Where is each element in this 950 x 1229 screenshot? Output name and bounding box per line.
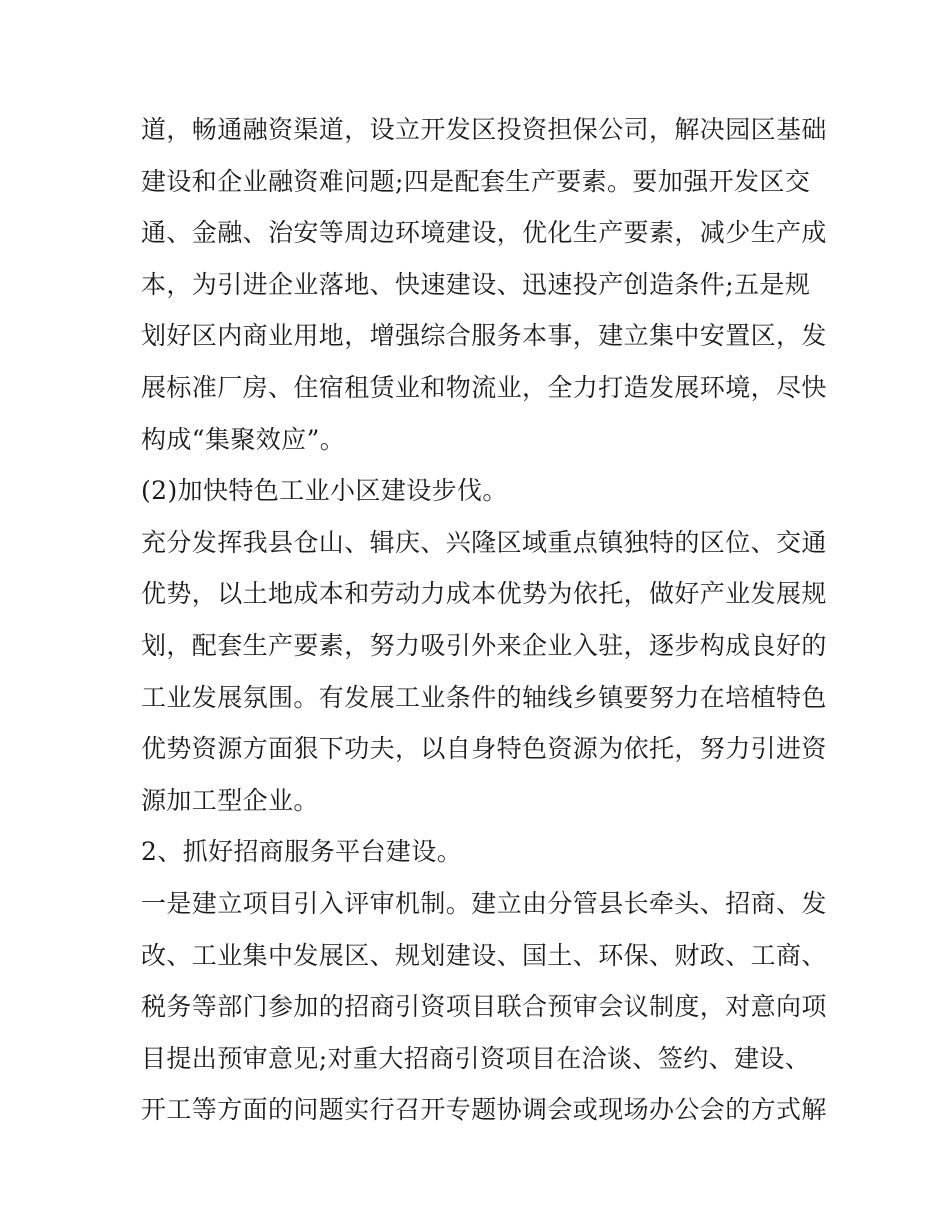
paragraph-line: 建设和企业融资难问题;四是配套生产要素。要加强开发区交	[141, 166, 811, 196]
paragraph-line: 充分发挥我县仓山、辑庆、兴隆区域重点镇独特的区位、交通	[141, 527, 827, 557]
paragraph-line: 开工等方面的问题实行召开专题协调会或现场办公会的方式解	[141, 1095, 827, 1125]
paragraph-line: 本，为引进企业落地、快速建设、迅速投产创造条件;五是规	[141, 269, 811, 299]
paragraph-line: 工业发展氛围。有发展工业条件的轴线乡镇要努力在培植特色	[141, 682, 827, 712]
paragraph-line: 一是建立项目引入评审机制。建立由分管县长牵头、招商、发	[141, 888, 827, 918]
paragraph-line: 划，配套生产要素，努力吸引外来企业入驻，逐步构成良好的	[141, 630, 827, 660]
paragraph-line: 改、工业集中发展区、规划建设、国土、环保、财政、工商、	[141, 940, 827, 970]
paragraph-line: 展标准厂房、住宿租赁业和物流业，全力打造发展环境，尽快	[141, 372, 827, 402]
paragraph-line: 目提出预审意见;对重大招商引资项目在洽谈、签约、建设、	[141, 1043, 811, 1073]
section-heading: 2、抓好招商服务平台建设。	[141, 837, 463, 867]
paragraph-line: 优势资源方面狠下功夫，以自身特色资源为依托，努力引进资	[141, 734, 827, 764]
paragraph-line: 道，畅通融资渠道，设立开发区投资担保公司，解决园区基础	[141, 115, 827, 144]
paragraph-line: 源加工型企业。	[141, 785, 319, 815]
paragraph-line: 构成“集聚效应”。	[141, 424, 346, 454]
paragraph-line: 优势，以土地成本和劳动力成本优势为依托，做好产业发展规	[141, 579, 827, 609]
paragraph-line: 通、金融、治安等周边环境建设，优化生产要素，减少生产成	[141, 218, 827, 248]
document-page	[141, 104, 827, 1136]
paragraph-line: 划好区内商业用地，增强综合服务本事，建立集中安置区，发	[141, 321, 827, 351]
paragraph-line: 税务等部门参加的招商引资项目联合预审会议制度，对意向项	[141, 992, 827, 1022]
section-heading: (2)加快特色工业小区建设步伐。	[141, 476, 508, 506]
